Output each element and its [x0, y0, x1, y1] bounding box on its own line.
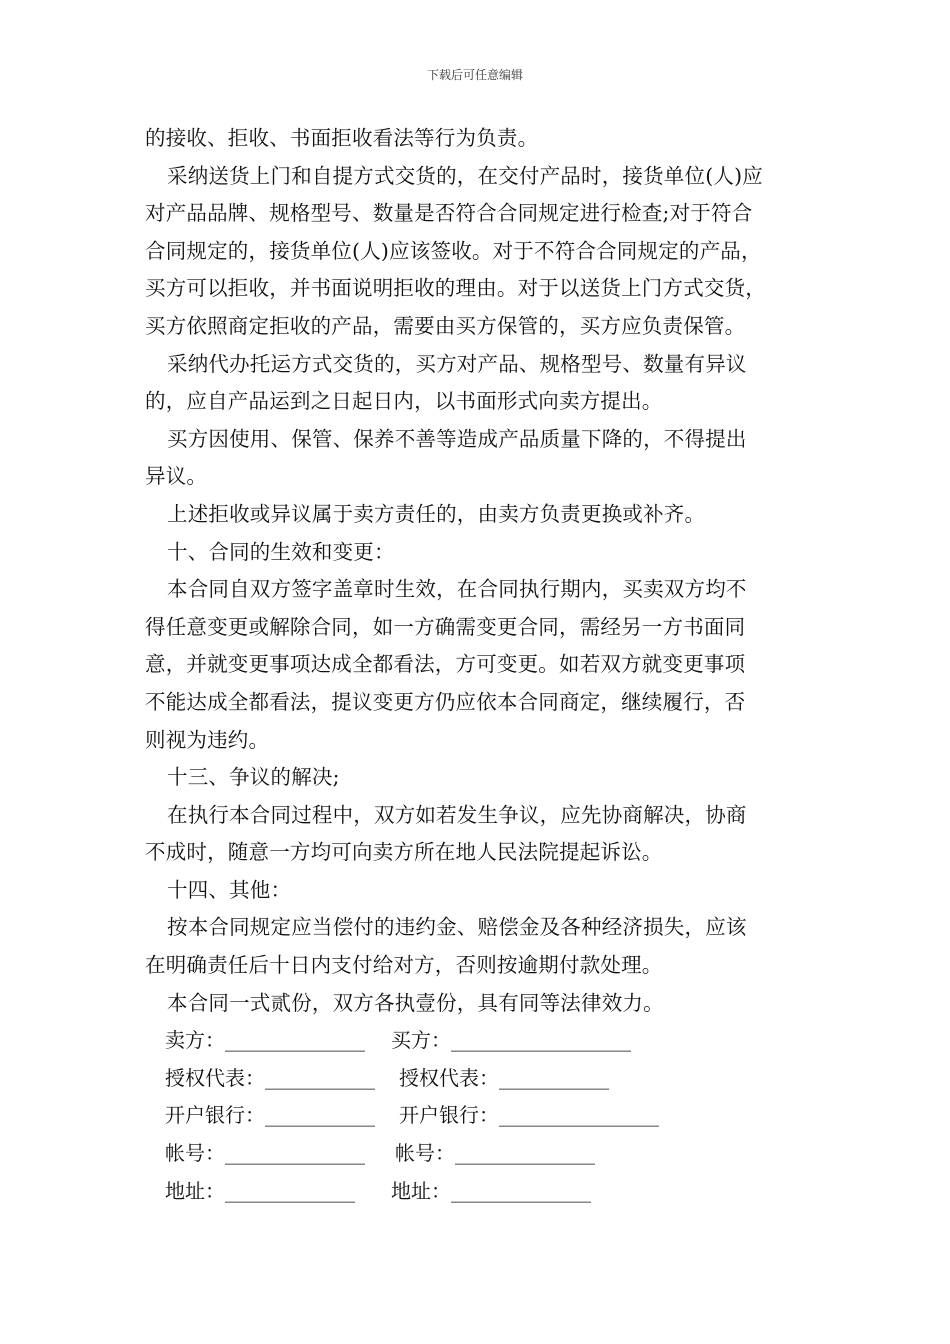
signature-row-account [145, 1135, 815, 1173]
signature-row-address [145, 1173, 815, 1211]
paragraph-line: 的，应自产品运到之日起日内，以书面形式向卖方提出。 [145, 389, 663, 414]
paragraph-line: 买方因使用、保管、保养不善等造成产品质量下降的，不得提出 [167, 426, 747, 451]
section-heading: 十四、其他： [167, 877, 292, 902]
buyer-representative-field: 授权代表：___________ [399, 1065, 609, 1090]
seller-account-field: 帐号：______________ [165, 1141, 365, 1166]
paragraph-line: 在明确责任后十日内支付给对方，否则按逾期付款处理。 [145, 953, 663, 978]
buyer-address-field: 地址：______________ [391, 1178, 591, 1203]
paragraph-line: 上述拒收或异议属于卖方责任的，由卖方负责更换或补齐。 [167, 501, 706, 526]
signature-row-bank [145, 1097, 815, 1135]
signature-row-party [145, 1022, 815, 1060]
paragraph-line: 意，并就变更事项达成全都看法，方可变更。如若双方就变更事项 [145, 652, 746, 677]
signature-row-representative [145, 1060, 815, 1098]
paragraph-line: 得任意变更或解除合同，如一方确需变更合同，需经另一方书面同 [145, 614, 746, 639]
section-heading: 十、合同的生效和变更： [167, 539, 395, 564]
paragraph-line: 的接收、拒收、书面拒收看法等行为负责。 [145, 126, 539, 150]
seller-signature-field: 卖方：______________ [165, 1028, 365, 1053]
paragraph-line: 采纳代办托运方式交货的，买方对产品、规格型号、数量有异议 [167, 351, 747, 376]
seller-address-field: 地址：_____________ [165, 1178, 355, 1203]
paragraph-line: 则视为违约。 [145, 727, 270, 752]
buyer-bank-field: 开户银行：________________ [399, 1103, 659, 1128]
paragraph-line: 按本合同规定应当偿付的违约金、赔偿金及各种经济损失，应该 [167, 915, 747, 940]
buyer-signature-field: 买方：__________________ [391, 1028, 631, 1053]
paragraph-line: 买方依照商定拒收的产品，需要由买方保管的，买方应负责保管。 [145, 313, 746, 338]
paragraph-line: 本合同自双方签字盖章时生效，在合同执行期内，买卖双方均不 [167, 577, 747, 602]
paragraph-line: 买方可以拒收，并书面说明拒收的理由。对于以送货上门方式交货， [145, 276, 766, 301]
paragraph-line: 本合同一式贰份，双方各执壹份，具有同等法律效力。 [167, 990, 664, 1015]
paragraph-line: 不成时，随意一方均可向卖方所在地人民法院提起诉讼。 [145, 840, 663, 865]
seller-bank-field: 开户银行：___________ [165, 1103, 375, 1128]
seller-representative-field: 授权代表：___________ [165, 1065, 375, 1090]
paragraph-line: 采纳送货上门和自提方式交货的，在交付产品时，接货单位(人)应 [167, 163, 763, 188]
paragraph-line: 不能达成全都看法，提议变更方仍应依本合同商定，继续履行，否 [145, 689, 746, 714]
paragraph-line: 合同规定的，接货单位(人)应该签收。对于不符合合同规定的产品， [145, 238, 762, 263]
document-body [145, 120, 815, 1210]
paragraph-line: 对产品品牌、规格型号、数量是否符合合同规定进行检查;对于符合 [145, 201, 753, 226]
page-header: 下载后可任意编辑 [426, 68, 523, 82]
buyer-account-field: 帐号：______________ [395, 1141, 595, 1166]
paragraph-line: 异议。 [145, 464, 208, 489]
paragraph-line: 在执行本合同过程中，双方如若发生争议，应先协商解决，协商 [167, 802, 747, 827]
section-heading: 十三、争议的解决; [167, 765, 340, 790]
